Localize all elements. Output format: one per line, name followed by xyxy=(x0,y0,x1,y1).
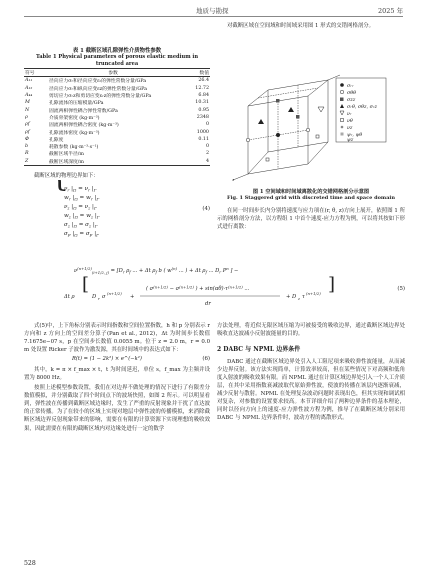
svg-text:+ D: + D xyxy=(286,294,297,300)
legend-item: νᵣ xyxy=(347,112,352,117)
legend-item: σᵣᵣ xyxy=(347,84,354,89)
svg-text:wr |Ω = wr |Γ: $w_r$ $|_\Omega = w_r$ $|_\Gamma$ xyxy=(64,194,100,202)
table-row: ρ 介质骨架密度 (kg·m⁻³) 2348 xyxy=(25,114,209,121)
legend-item: ψᵣ, ψθ xyxy=(347,133,363,138)
svg-text:z: z xyxy=(298,296,301,301)
legend-item: ψz xyxy=(347,138,354,143)
svg-text:τ: τ xyxy=(302,294,305,300)
staggered-grid-figure xyxy=(218,72,404,184)
left-lower-column xyxy=(24,322,210,433)
svg-text:νz |Ω = νz |Γ: $\nu_z$ $|_\Omega = \nu_z$ $|_\Gamma$ xyxy=(64,203,97,211)
svg-text:( σ(n+1/2) − σ(n+1/2) ) + sin(: ( $\sigma^{(n+1/2)} - \sigma^{(n+1/2)}$ ) + $\sin(\alpha\theta)\cdot\tau^{(n+1/2)}$ ... xyxy=(146,284,250,292)
col-header-param: 参数 xyxy=(108,71,118,77)
table-row: A₁₂ 径向应力σᵣ和纵向应变εz的弹性常数分量/GPa 12.72 xyxy=(25,85,209,92)
equation-6-text: R(t) = (1 − 2k²) × e^(−k²) xyxy=(72,356,142,363)
svg-text:+: + xyxy=(130,294,135,300)
table-row: A₁₁ 径向应力σᵣ和径向应变εᵣ的弹性常数分量/GPa 26.4 xyxy=(25,78,209,85)
paragraph-simulation: 按照上述模型参数设置，我们在对边界不做处理的情况下进行了有限差分数值模拟，并分别截取了四个时间点下的波场快照，如图 2 所示。可以明显看到，弹性波在传播到截断区域边缘时，发生了严重的反射现象并干扰了直达波的正常传播。为了在较小的区域上实现对地层中弹性波的传播模拟，来消除截断区域边界反射现象带来的影响，需要在有限的计算资源下实现理想的吸收效果，因此需要在有限的截断区域内对边缘处进行一定的数学 xyxy=(24,385,210,432)
svg-text:νr |Ω = νr |Γ: $\nu_r$ $|_\Omega = \nu_r$ $|_\Gamma$ xyxy=(64,185,97,193)
svg-text:D: D xyxy=(92,294,97,300)
table-row: A₄₄ 剪切应力σᵣz和剪切应变εᵣz的弹性常数分量/GPa 6.84 xyxy=(25,93,209,100)
table-caption-cn: 表 1 截断区域孔隙弹性介质物性参数 xyxy=(72,48,162,54)
journal-year: 2025 年 xyxy=(378,7,404,15)
figure-caption xyxy=(217,188,405,201)
table-row: b 耗散参数 (kg·m⁻³·s⁻¹) 0 xyxy=(25,144,209,151)
svg-text:(n+1/2): (n+1/2) xyxy=(306,291,321,296)
page-number: 528 xyxy=(24,560,36,567)
section-title: 2 DABC 与 NPML 边界条件 xyxy=(217,346,301,354)
legend-item: νz xyxy=(347,126,353,131)
equation-4-graphic xyxy=(24,180,210,238)
table-caption-en: Table 1 Physical parameters of porous elastic medium in truncated area xyxy=(35,54,199,67)
svg-text:dr: dr xyxy=(205,301,211,307)
right-column xyxy=(217,22,405,30)
svg-text:(n+1/2): (n+1/2) xyxy=(107,291,122,296)
left-column xyxy=(24,22,210,238)
legend-item: σᵣθ, σθz, σᵣz xyxy=(347,105,378,110)
equation-4-number: (4) xyxy=(202,205,210,212)
equation-4 xyxy=(24,180,210,238)
legend-item: σθθ xyxy=(347,91,357,96)
figure-caption-cn: 图 1 空间域和时间域离散化的交错网格剖分示意图 xyxy=(252,189,370,195)
table-row: ρf 固流两相弹性耦合密度 (kg·m⁻³) 0 xyxy=(25,122,209,129)
grid-nodes xyxy=(246,99,324,161)
table-row: N 固流两相弹性耦合弹性常数/GPa 0.95 xyxy=(25,107,209,114)
table-row: R 截断区域半径/m 2 xyxy=(25,151,209,158)
equation-5-number: (5) xyxy=(397,286,405,292)
paragraph-grid-intro: 对截断区域在空间域和时间域采用图 1 形式的交错网格剖分。 xyxy=(227,23,375,29)
svg-text:]: ] xyxy=(328,274,336,295)
legend-item: σzz xyxy=(347,98,356,103)
table-header-row xyxy=(24,69,210,77)
svg-text:wz |Ω = wz |Γ: $w_z$ $|_\Omega = w_z$ $|_\Gamma$ xyxy=(64,212,100,220)
paragraph-discretization: 在同一时间步长内分别将速度与应力项在(r, θ, z)方向上展开，依照图 1 所示的网格剖分方法，以方程组 1 中首个速度-应力方程为例，可以将其按如下形式进行离散： xyxy=(217,208,405,231)
paragraph-timestep: 式(5)中，上下角标分别表示时间指数和空间位置指数，h 和 p 分别表示 r 方向和 z 方向上的空间差分算子(Pan et al., 2012)，Δt 为时间步长数值 7.1675e−07 s，p 在空间步长数值 0.0055 m。位于 z = 2.0 m，r = 0.0 m 处设置 Ricker 子波作为激发源，其在时间域中的表达式如下： xyxy=(24,323,210,354)
svg-text:[: [ xyxy=(82,274,90,295)
col-header-value: 数值 xyxy=(199,71,209,77)
paragraph-ricker: 其中，k = π × f_max × t，t 为时间延迟，单位 s，f_max 为主频并设置为 8000 Hz。 xyxy=(24,367,210,382)
svg-text:r: r xyxy=(98,296,100,301)
svg-text:σz |Ω = σz |Γ: $\sigma_z$ $|_\Omega = \sigma_z$ $|_\Gamma$ xyxy=(64,221,98,229)
figure-caption-en: Fig. 1 Staggered grid with discreted time and space domain xyxy=(227,195,395,201)
svg-text:σF |Ω = σF |Γ: $\sigma_F$ $|_\Omega = \sigma_F$ $|_\Gamma$ xyxy=(64,230,99,238)
equation-5-graphic xyxy=(60,262,405,320)
paragraph-absorbing: 方法处理，将近似无限区域压缩为可被接受的吸收边界，通过截断区域边界处吸收直达波减小反射波能量的目的。 xyxy=(217,323,405,338)
svg-text:Δt ρ: Δt ρ xyxy=(64,294,75,300)
right-lower-column xyxy=(217,322,405,422)
svg-text:σ: σ xyxy=(102,294,106,300)
journal-title: 地质与勘探 xyxy=(196,7,229,15)
col-header-symbol: 符号 xyxy=(25,71,35,77)
header-rule xyxy=(24,16,403,17)
equation-6 xyxy=(24,355,210,366)
table-row: Φ 孔隙度 0.11 xyxy=(25,136,209,143)
paragraph-dabc-npml: DABC 通过在截断区域边界处引入人工阻尼项来吸收弹性波能量，从而减少边界反射。该方法实现简单，计算效率较高，但在某些情况下对高频和低角度入射波的吸收效果有限。而 NPML 通过在计算区域边界处引入一个人工介质层，在其中采用指数衰减波取代原始弹性波，使波的传播在该层内逐渐衰减，减少反射与散射。NPML 在处理复杂波动问题时表现出色，但其实现和调试相对复杂，对参数的设置要求较高。本节详细介绍了两种边界条件的基本理论，同时以径向方向上的速度-应力弹性波方程为例，推导了在截断区域分别采用 DABC 与 NPML 边界条件时，波动方程的离散形式。 xyxy=(217,359,405,422)
equation-6-number: (6) xyxy=(202,356,210,363)
svg-text:ν(n+1/2)(i+1/2, j) = [Dr ρf ..: $\nu^{(n+1/2)}_{(i+1/2, j)} = [D_r$ $\rho_f$ ... + Δt $\rho_f$ b ( $w^{(n)}$ ... ) + Δt $\rho_f$ ... $D_r$ $P^n$ ] − xyxy=(74,266,239,275)
equation-5 xyxy=(60,262,405,320)
legend-item: νθ xyxy=(347,119,353,124)
table-row: Z 截断区域深度/m 4 xyxy=(25,158,209,165)
boundary-intro: 截断区域的物理边界如下： xyxy=(34,172,99,179)
parameter-table xyxy=(24,68,210,166)
table-row: ρf 孔隙流体密度 (kg·m⁻³) 1000 xyxy=(25,129,209,136)
table-row: M 孔隙流体的压缩模量/GPa 10.31 xyxy=(25,100,209,107)
